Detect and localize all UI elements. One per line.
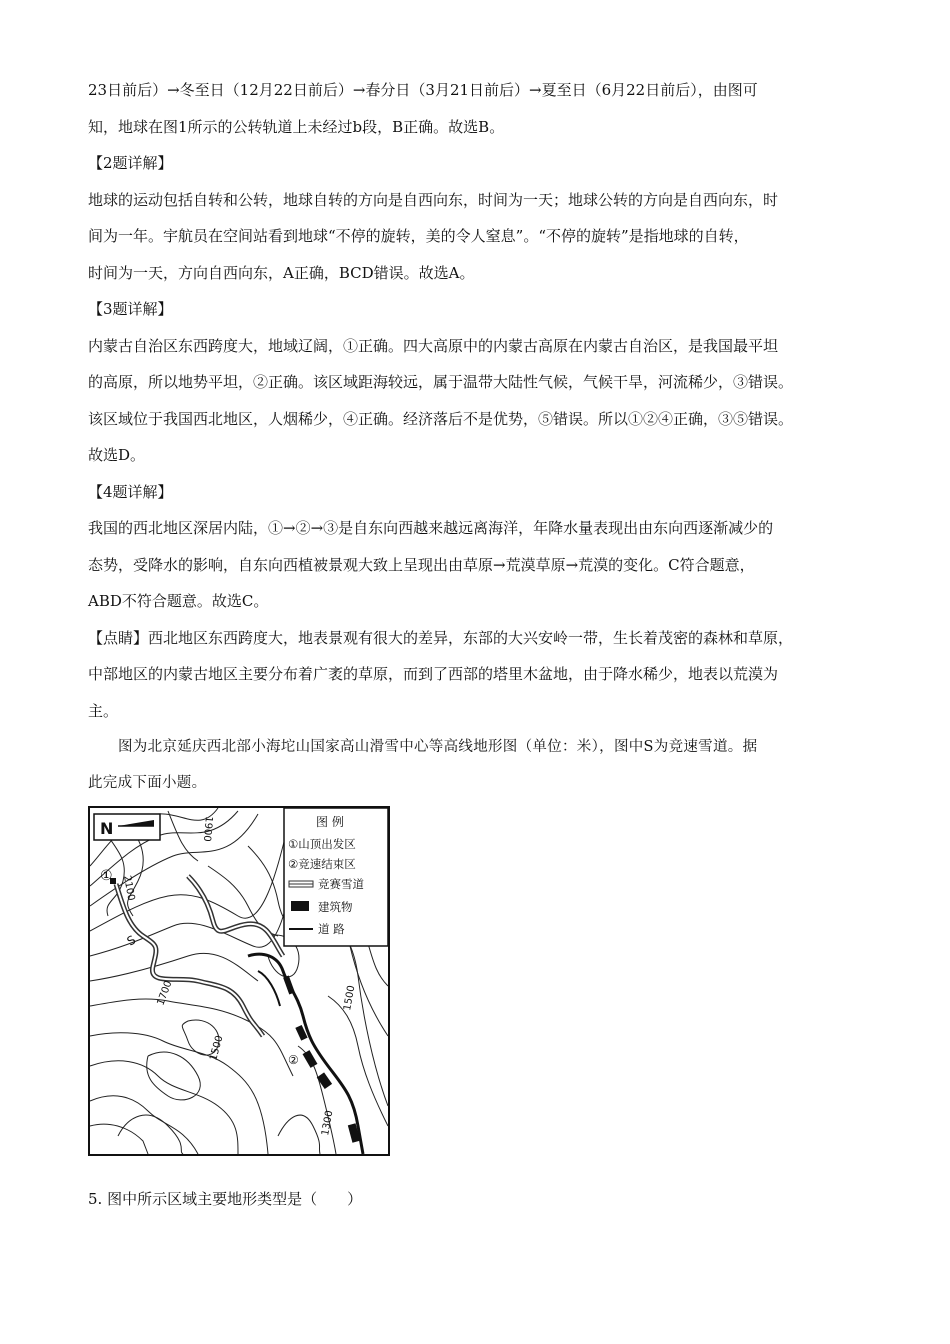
contour-label: 1500 (208, 1034, 226, 1062)
contour-label: 1700 (155, 979, 175, 1008)
para-line: 时间为一天，方向自西向东，A正确，BCD错误。故选A。 (88, 263, 475, 282)
legend-item-building: 建筑物 (318, 900, 353, 914)
finish-point: ② (288, 1053, 299, 1067)
legend-building-swatch (291, 901, 309, 911)
intro-line: 此完成下面小题。 (88, 775, 207, 791)
para-line: 间为一年。宇航员在空间站看到地球“不停的旋转，美的令人窒息”。“不停的旋转”是指地球的自转， (88, 227, 749, 245)
para-line: 我国的西北地区深居内陆，①→②→③是自东向西越来越远离海洋，年降水量表现出由东向西逐渐减少的 (88, 519, 774, 537)
contour-label: 2100 (121, 874, 137, 902)
question-5: 5. 图中所示区域主要地形类型是（ ） (88, 1190, 363, 1208)
contour-label: 1300 (320, 1109, 336, 1137)
contour-label: 1900 (200, 815, 214, 843)
para-line: 知，地球在图1所示的公转轨道上未经过b段，B正确。故选B。 (88, 117, 505, 136)
para-line: 内蒙古自治区东西跨度大，地域辽阔，①正确。四大高原中的内蒙古高原在内蒙古自治区，是我国最平坦 (88, 336, 779, 355)
heading-q2: 【2题详解】 (88, 154, 173, 172)
legend-item-slope: 竞赛雪道 (318, 877, 364, 891)
para-line: 态势，受降水的影响，自东向西植被景观大致上呈现出由草原→荒漠草原→荒漠的变化。C符合题意， (88, 555, 755, 574)
heading-q4: 【4题详解】 (88, 482, 173, 501)
para-line: ABD不符合题意。故选C。 (88, 592, 269, 610)
contour-map (88, 806, 390, 1156)
para-line: 故选D。 (88, 446, 146, 464)
para-line: 的高原，所以地势平坦，②正确。该区域距海较远，属于温带大陆性气候，气候干旱，河流稀少，③错误。 (88, 373, 794, 391)
tip-line: 主。 (88, 701, 119, 720)
start-point: ① (100, 868, 113, 884)
tip-line: 【点睛】西北地区东西跨度大，地表景观有很大的差异，东部的大兴安岭一带，生长着茂密的森林和草原， (88, 628, 794, 647)
slope-label: S (124, 932, 139, 949)
heading-q3: 【3题详解】 (88, 300, 173, 318)
legend-item-road: 道 路 (318, 922, 345, 936)
para-line: 23日前后）→冬至日（12月22日前后）→春分日（3月21日前后）→夏至日（6月22日前后），由图可 (88, 81, 758, 99)
north-label: N (100, 819, 114, 838)
legend-item-finish: ②竞速结束区 (288, 857, 356, 871)
legend-title: 图 例 (316, 815, 344, 829)
contour-label: 1500 (342, 984, 358, 1012)
para-line: 该区域位于我国西北地区，人烟稀少，④正确。经济落后不是优势，⑤错误。所以①②④正确，③⑤错误。 (88, 409, 794, 428)
para-line: 地球的运动包括自转和公转，地球自转的方向是自西向东，时间为一天；地球公转的方向是自西向东，时 (88, 190, 779, 209)
intro-line: 图为北京延庆西北部小海坨山国家高山滑雪中心等高线地形图（单位：米），图中S为竞速雪道。据 (118, 739, 758, 755)
legend-item-start: ①山顶出发区 (288, 837, 356, 851)
tip-line: 中部地区的内蒙古地区主要分布着广袤的草原，而到了西部的塔里木盆地，由于降水稀少，地表以荒漠为 (88, 665, 779, 683)
answer-text (88, 72, 868, 801)
